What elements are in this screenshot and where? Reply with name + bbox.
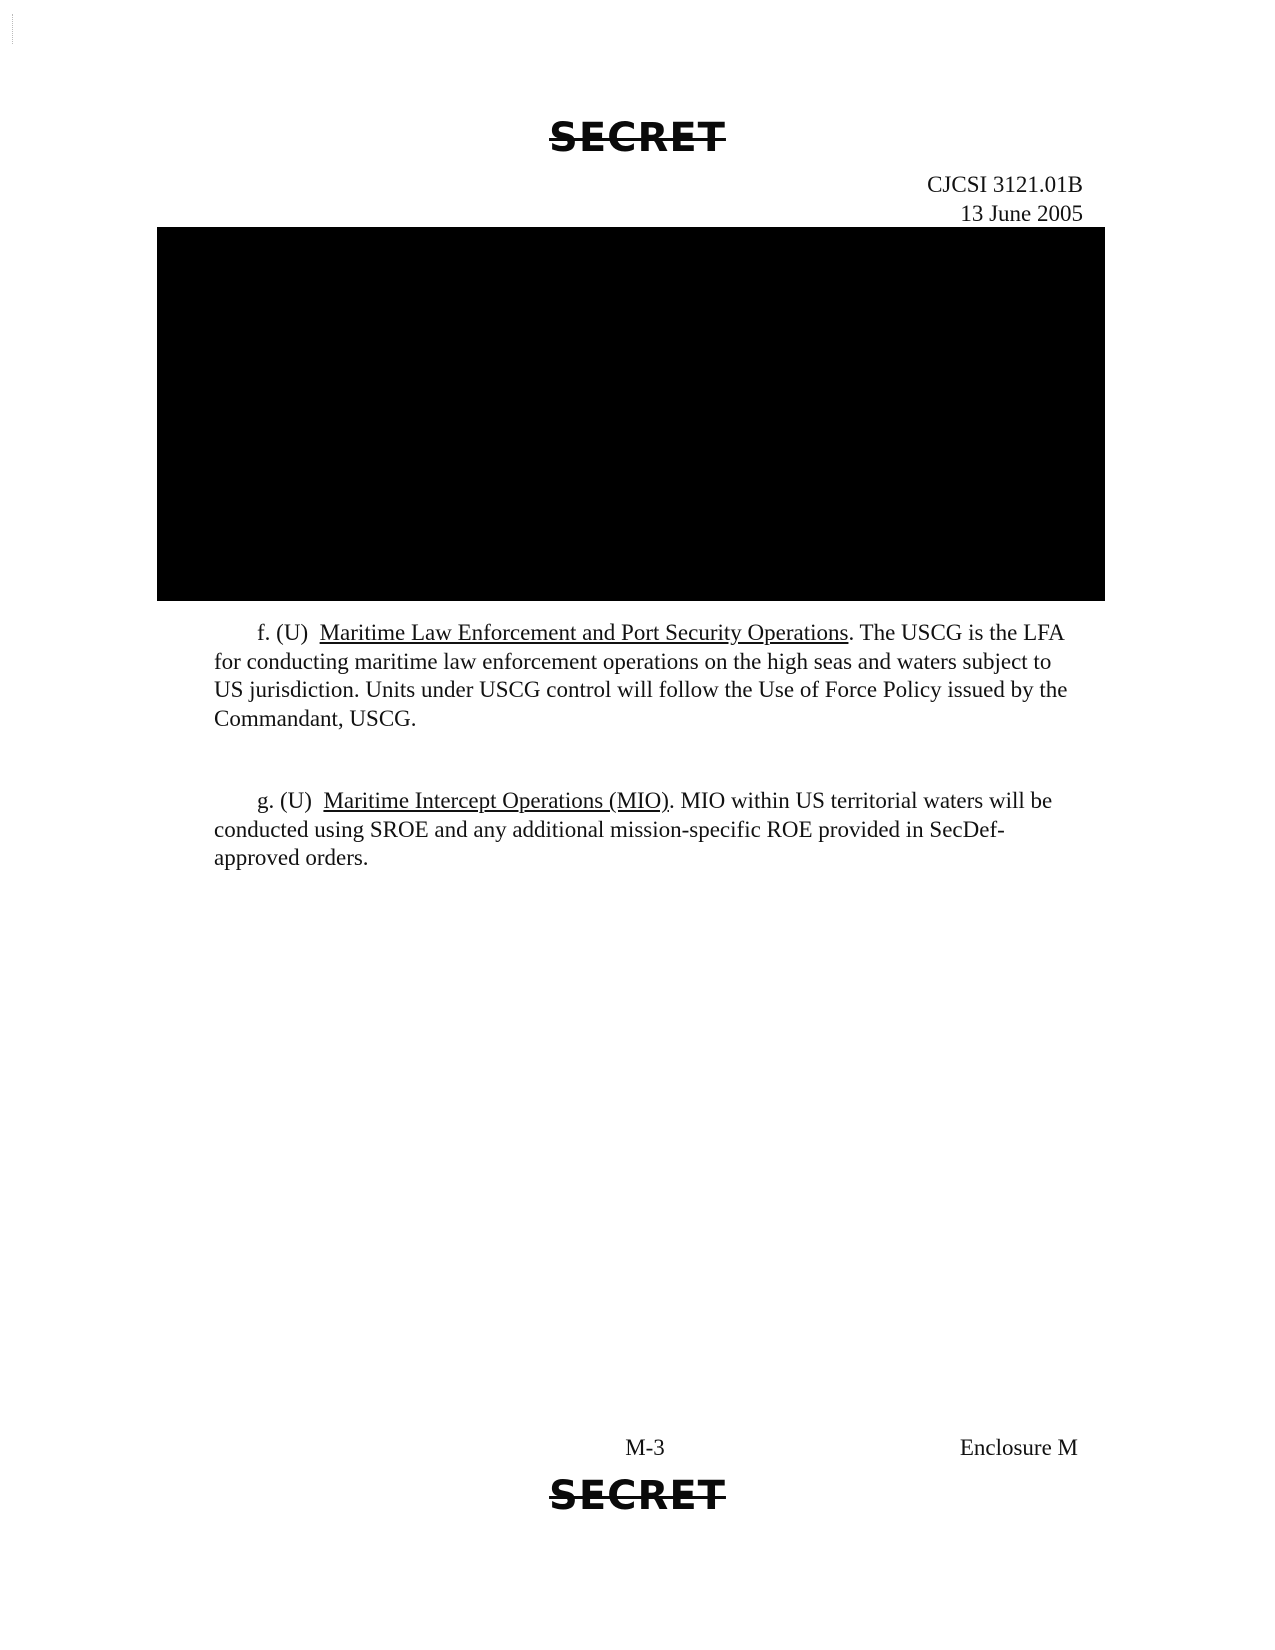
document-identifier: [927, 170, 1083, 228]
document-number: CJCSI 3121.01B: [927, 172, 1083, 197]
scan-artifact: [12, 14, 15, 44]
document-date: 13 June 2005: [960, 201, 1083, 226]
paragraph-title: Maritime Law Enforcement and Port Security Operations: [319, 620, 849, 645]
paragraph-f: [214, 619, 1084, 733]
bottom-classification-marking: [0, 1473, 1275, 1519]
portion-marking: (U): [276, 620, 309, 645]
paragraph-body: . MIO within US territorial waters will be conducted using SROE and any additional mission-specific ROE provided in SecDef-approved orders.: [214, 788, 1053, 870]
top-classification-text: SECRET: [549, 115, 726, 161]
paragraph-marker: g.: [257, 788, 275, 813]
paragraph-body: . The USCG is the LFA for conducting maritime law enforcement operations on the high seas and waters subject to US jurisdiction. Units under USCG control will follow the Use of Force Policy issued by the Commandant, USCG.: [214, 620, 1068, 731]
portion-marking: (U): [280, 788, 312, 813]
paragraph-title: Maritime Intercept Operations (MIO): [323, 788, 669, 813]
bottom-classification-text: SECRET: [549, 1473, 726, 1519]
page-number: M-3: [625, 1435, 665, 1460]
enclosure-label: Enclosure M: [959, 1435, 1078, 1460]
top-classification-marking: [0, 115, 1275, 161]
paragraph-marker: f.: [257, 620, 271, 645]
paragraph-g: [214, 787, 1084, 873]
redaction-block: [157, 227, 1105, 601]
